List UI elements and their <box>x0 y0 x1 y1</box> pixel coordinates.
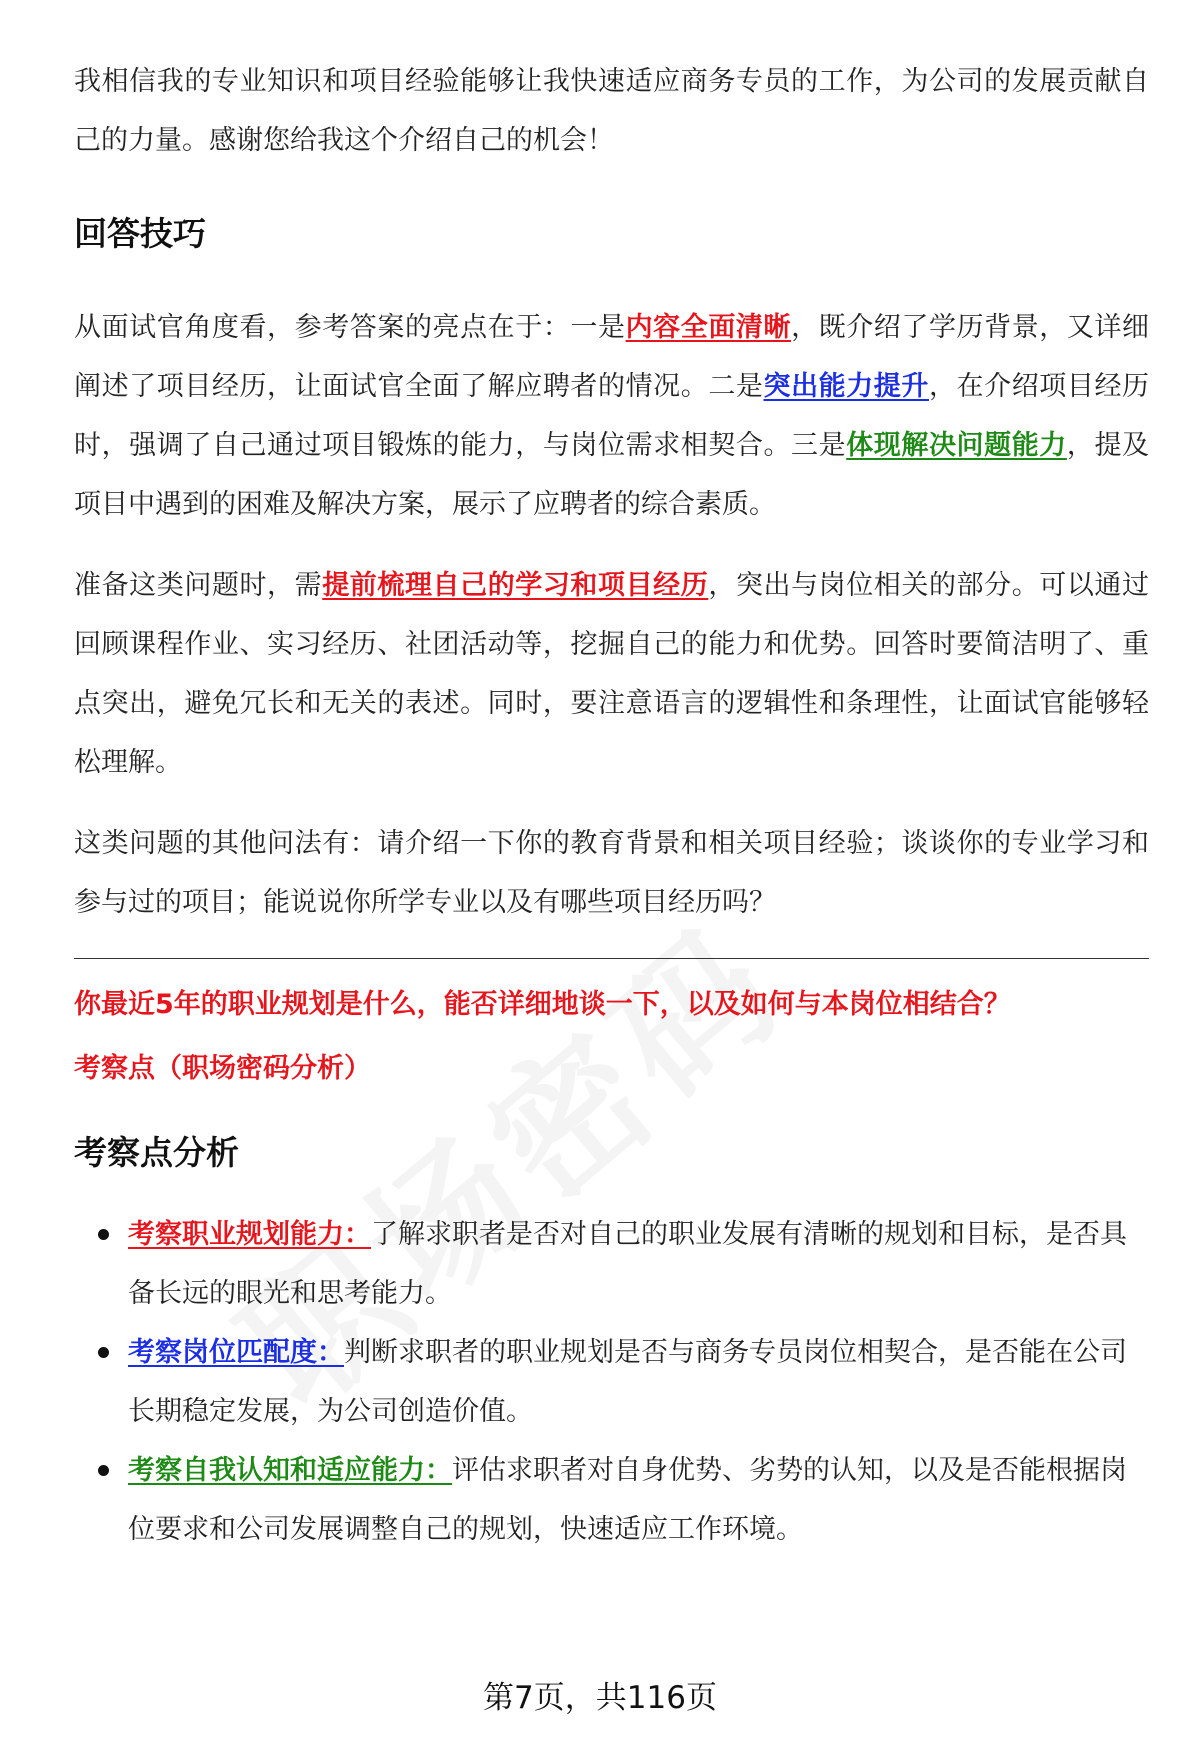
highlight-problem-solving: 体现解决问题能力 <box>846 430 1067 461</box>
tips-paragraph-2 <box>74 556 1149 792</box>
analysis-item-text: 评估求职者对自身优势、劣势的认知，以及是否能根据岗位要求和公司发展调整自己的规划，快速适应工作环境。 <box>128 1455 1127 1545</box>
highlight-sort-experience: 提前梳理自己的学习和项目经历 <box>322 570 709 601</box>
interview-question: 你最近5年的职业规划是什么，能否详细地谈一下，以及如何与本岗位相结合？ <box>74 989 1011 1020</box>
bullet-icon <box>98 1229 109 1240</box>
analysis-list <box>74 1205 1149 1559</box>
question-subtitle: 考察点（职场密码分析） <box>74 1053 371 1084</box>
list-item <box>74 1205 1149 1323</box>
tips-p2-text-2: ，突出与岗位相关的部分。可以通过回顾课程作业、实习经历、社团活动等，挖掘自己的能力和优势。回答时要简洁明了、重点突出，避免冗长和无关的表述。同时，要注意语言的逻辑性和条理性，让面试官能够轻松理解。 <box>74 570 1150 778</box>
tips-heading: 回答技巧 <box>74 214 206 253</box>
highlight-ability-improvement: 突出能力提升 <box>763 371 929 402</box>
page-number: 第7页，共116页 <box>483 1680 717 1716</box>
list-item <box>74 1323 1149 1441</box>
tips-p1-text-3: ，在介绍项目经历时，强调了自己通过项目锻炼的能力，与岗位需求相契合。三是 <box>74 371 1150 461</box>
tips-p1-text-1: 从面试官角度看，参考答案的亮点在于：一是 <box>74 312 626 343</box>
list-item <box>74 1441 1149 1559</box>
analysis-item-label: 考察职业规划能力： <box>128 1219 371 1250</box>
analysis-item-label: 考察自我认知和适应能力： <box>128 1455 452 1486</box>
section-divider <box>74 958 1149 959</box>
intro-paragraph: 我相信我的专业知识和项目经验能够让我快速适应商务专员的工作，为公司的发展贡献自己的力量。感谢您给我这个介绍自己的机会！ <box>74 66 1149 156</box>
analysis-heading: 考察点分析 <box>74 1133 239 1172</box>
tips-p1-text-4: ，提及项目中遇到的困难及解决方案，展示了应聘者的综合素质。 <box>74 430 1150 520</box>
tips-p1-text-2: ，既介绍了学历背景，又详细阐述了项目经历，让面试官全面了解应聘者的情况。二是 <box>74 312 1150 402</box>
bullet-icon <box>98 1465 109 1476</box>
document-page <box>74 60 1149 1559</box>
tips-p2-text-1: 准备这类问题时，需 <box>74 570 323 601</box>
bullet-icon <box>98 1347 109 1358</box>
analysis-item-label: 考察岗位匹配度： <box>128 1337 344 1368</box>
tips-paragraph-3: 这类问题的其他问法有：请介绍一下你的教育背景和相关项目经验；谈谈你的专业学习和参与过的项目；能说说你所学专业以及有哪些项目经历吗？ <box>74 828 1149 918</box>
highlight-content-clear: 内容全面清晰 <box>625 312 792 343</box>
analysis-item-text: 判断求职者的职业规划是否与商务专员岗位相契合，是否能在公司长期稳定发展，为公司创造价值。 <box>128 1337 1127 1427</box>
tips-paragraph-1 <box>74 298 1149 534</box>
analysis-item-text: 了解求职者是否对自己的职业发展有清晰的规划和目标，是否具备长远的眼光和思考能力。 <box>128 1219 1127 1309</box>
